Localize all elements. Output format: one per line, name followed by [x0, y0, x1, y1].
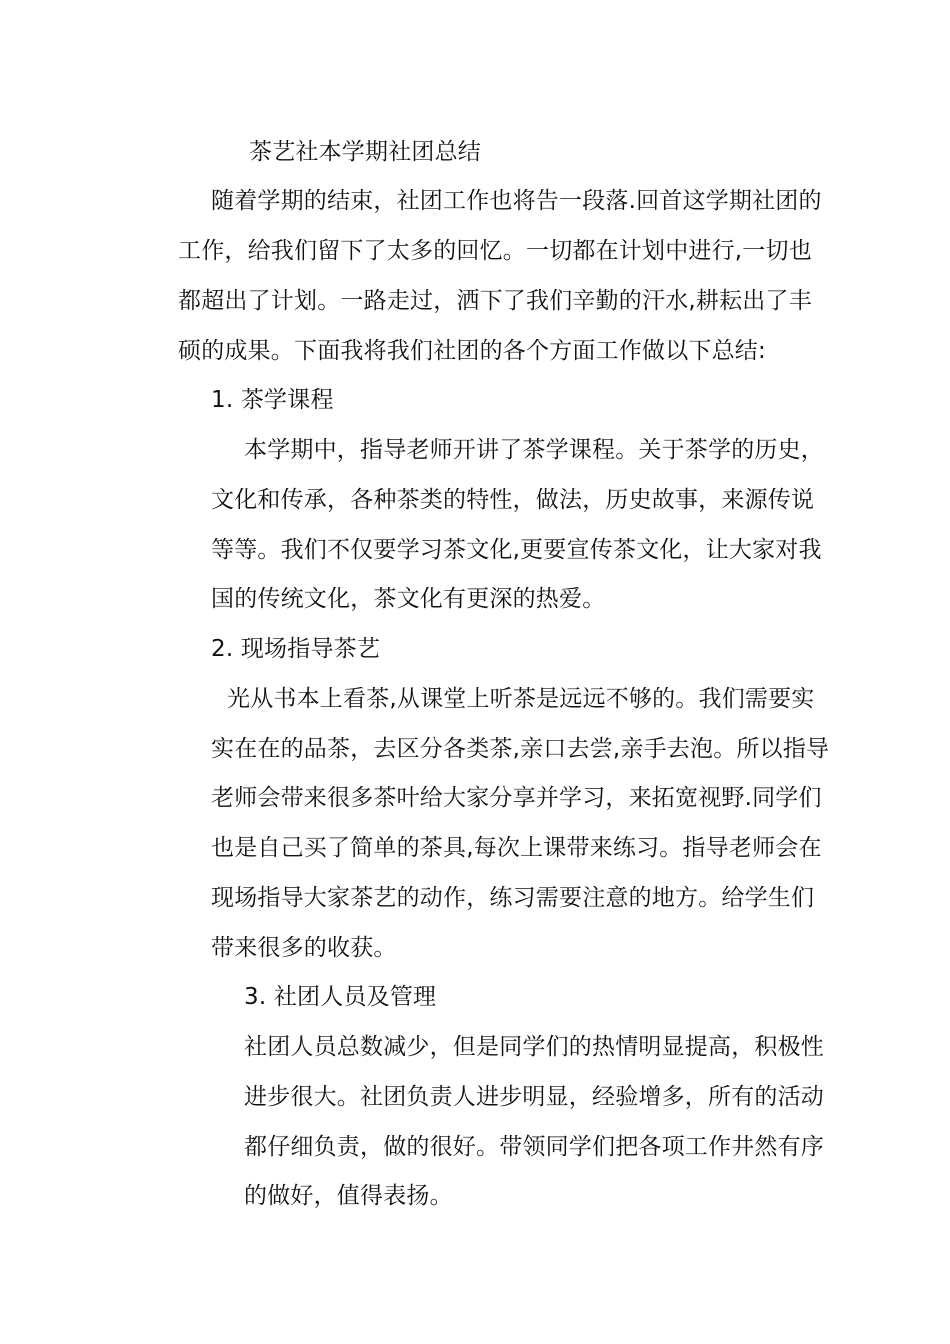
section-2-heading: 2. 现场指导茶艺: [211, 636, 381, 662]
section-3-line: 社团人员总数减少，但是同学们的热情明显提高，积极性: [244, 1034, 824, 1060]
section-3-heading: 3. 社团人员及管理: [244, 984, 437, 1010]
section-2-line: 带来很多的收获。: [211, 935, 397, 961]
section-1-heading: 1. 茶学课程: [211, 387, 334, 413]
intro-line: 工作，给我们留下了太多的回忆。一切都在计划中进行,一切也: [178, 238, 812, 264]
section-1-line: 文化和传承，各种茶类的特性，做法，历史故事，来源传说: [211, 487, 815, 513]
section-3-line: 进步很大。社团负责人进步明显，经验增多，所有的活动: [244, 1084, 824, 1110]
intro-line: 都超出了计划。一路走过，洒下了我们辛勤的汗水,耕耘出了丰: [178, 288, 812, 314]
document-title: 茶艺社本学期社团总结: [249, 139, 481, 165]
section-3-line: 都仔细负责，做的很好。带领同学们把各项工作井然有序: [244, 1134, 824, 1160]
section-1-line: 国的传统文化，茶文化有更深的热爱。: [211, 586, 606, 612]
section-2-line: 也是自己买了简单的茶具,每次上课带来练习。指导老师会在: [211, 835, 822, 861]
section-1-line: 等等。我们不仅要学习茶文化,更要宣传茶文化，让大家对我: [211, 537, 822, 563]
section-3-line: 的做好，值得表扬。: [244, 1183, 453, 1209]
section-2-line: 实在在的品茶，去区分各类茶,亲口去尝,亲手去泡。所以指导: [211, 736, 830, 762]
section-2-line: 现场指导大家茶艺的动作，练习需要注意的地方。给学生们: [211, 885, 815, 911]
section-2-line: 老师会带来很多茶叶给大家分享并学习，来拓宽视野.同学们: [211, 785, 822, 811]
section-2-line: 光从书本上看茶,从课堂上听茶是远远不够的。我们需要实: [227, 686, 815, 712]
intro-line: 硕的成果。下面我将我们社团的各个方面工作做以下总结:: [178, 338, 766, 364]
section-1-line: 本学期中，指导老师开讲了茶学课程。关于茶学的历史，: [244, 437, 824, 463]
intro-line: 随着学期的结束，社团工作也将告一段落.回首这学期社团的: [211, 188, 822, 214]
